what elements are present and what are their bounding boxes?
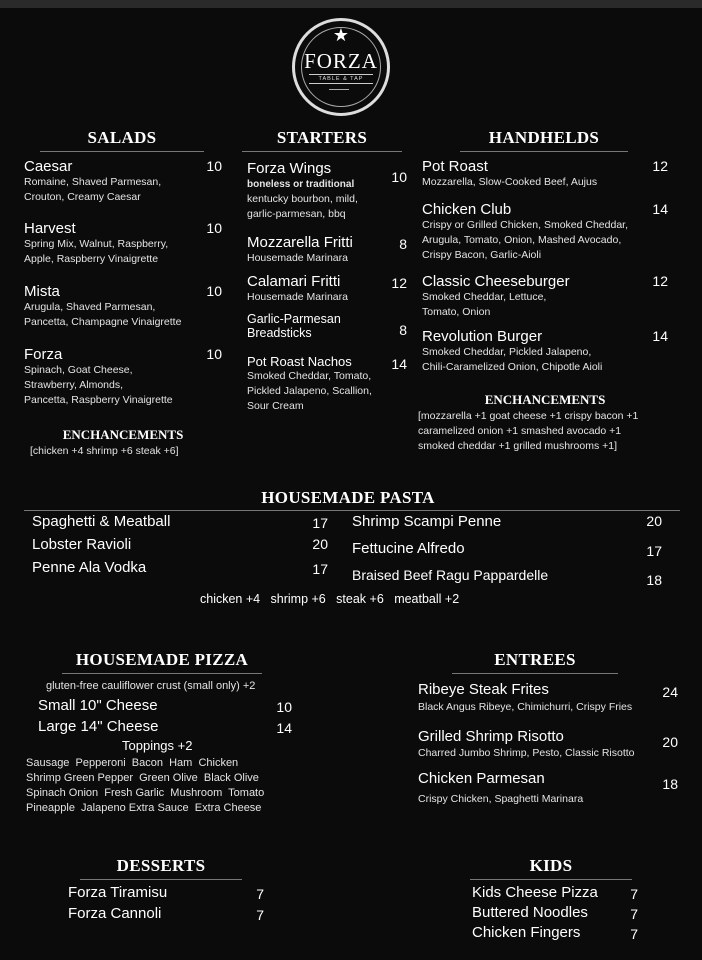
pizza-gluten-free-note: gluten-free cauliflower crust (small only) +2 <box>46 680 256 692</box>
item-price: 10 <box>206 158 222 174</box>
pasta-right-column <box>352 513 662 594</box>
item-price: 8 <box>399 236 407 252</box>
item-desc-line: Housemade Marinara <box>247 252 348 264</box>
item-price: 17 <box>646 543 662 559</box>
dessert-item <box>68 905 264 926</box>
menu-item <box>418 681 680 728</box>
dessert-item <box>68 884 264 905</box>
item-price: 8 <box>399 322 407 338</box>
item-name: Forza Wings <box>247 160 332 177</box>
pizza-items <box>38 697 292 739</box>
item-desc-line: Crouton, Creamy Caesar <box>24 191 141 203</box>
item-price: 10 <box>206 346 222 362</box>
item-name: Grilled Shrimp Risotto <box>418 728 564 745</box>
menu-item <box>422 273 668 328</box>
item-price: 7 <box>256 907 264 923</box>
salads-enhancements-text: [chicken +4 shrimp +6 steak +6] <box>30 445 179 457</box>
menu-item <box>422 328 668 378</box>
top-edge-bar <box>0 0 702 8</box>
item-price: 12 <box>652 273 668 289</box>
item-price: 14 <box>276 720 292 736</box>
item-price: 20 <box>646 513 662 529</box>
item-desc-line: kentucky bourbon, mild, <box>247 193 358 205</box>
item-name-line: Garlic-Parmesan <box>247 312 341 326</box>
item-price: 10 <box>206 220 222 236</box>
menu-item <box>422 201 668 273</box>
toppings-line: Shrimp Green Pepper Green Olive Black Olive <box>26 772 259 784</box>
item-desc-line: Apple, Raspberry Vinaigrette <box>24 253 159 265</box>
item-desc-line: Tomato, Onion <box>422 306 491 318</box>
item-desc: Crispy Chicken, Spaghetti Marinara <box>418 793 584 805</box>
item-name: Harvest <box>24 220 76 237</box>
item-name: Chicken Parmesan <box>418 770 545 787</box>
item-desc-line: Chili-Caramelized Onion, Chipotle Aioli <box>422 361 603 373</box>
item-price: 18 <box>646 572 662 588</box>
item-price: 10 <box>206 283 222 299</box>
item-name: Pot Roast Nachos <box>247 354 352 369</box>
item-name-line: Breadsticks <box>247 326 312 340</box>
item-name: Chicken Club <box>422 201 512 218</box>
menu-item <box>247 273 407 312</box>
item-desc-line: Arugula, Tomato, Onion, Mashed Avocado, <box>422 234 622 246</box>
handhelds-enhancements <box>418 409 688 454</box>
item-price: 24 <box>662 684 678 700</box>
menu-item <box>24 220 222 283</box>
pasta-item <box>352 540 662 567</box>
toppings-line: Pineapple Jalapeno Extra Sauce Extra Cheese <box>26 802 262 814</box>
pasta-item <box>32 536 328 559</box>
pasta-item <box>352 513 662 540</box>
entrees-section <box>418 681 680 814</box>
handhelds-heading: HANDHELDS <box>460 128 628 152</box>
item-name: Shrimp Scampi Penne <box>352 513 502 530</box>
item-name: Ribeye Steak Frites <box>418 681 549 698</box>
item-desc: Charred Jumbo Shrimp, Pesto, Classic Risotto <box>418 747 635 759</box>
forza-logo <box>292 18 390 116</box>
item-price: 14 <box>652 201 668 217</box>
item-desc-line: Spinach, Goat Cheese, <box>24 364 133 376</box>
salads-enhancements-heading: ENCHANCEMENTS <box>62 427 184 442</box>
desserts-section <box>68 884 264 926</box>
item-price: 7 <box>256 886 264 902</box>
pizza-toppings-label: Toppings +2 <box>122 738 193 753</box>
item-price: 18 <box>662 776 678 792</box>
item-desc-line: Crispy or Grilled Chicken, Smoked Cheddar, <box>422 219 629 231</box>
item-price: 17 <box>312 515 328 531</box>
item-name: Spaghetti & Meatball <box>32 513 171 530</box>
item-desc-line: Pancetta, Champagne Vinaigrette <box>24 316 182 328</box>
enhancement-line: [mozzarella +1 goat cheese +1 crispy bacon +1 <box>418 410 639 422</box>
pasta-left-column <box>32 513 328 582</box>
item-desc-line: Mozzarella, Slow-Cooked Beef, Aujus <box>422 176 598 188</box>
kids-item <box>472 904 638 924</box>
item-subtitle: boneless or traditional <box>247 179 355 190</box>
pasta-rule <box>24 510 680 511</box>
item-name: Forza Cannoli <box>68 905 162 922</box>
item-price: 14 <box>391 356 407 372</box>
item-name: Revolution Burger <box>422 328 543 345</box>
item-price: 20 <box>662 734 678 750</box>
item-name: Lobster Ravioli <box>32 536 132 553</box>
logo-tagline: TABLE & TAP <box>309 74 373 84</box>
item-price: 7 <box>630 926 638 942</box>
item-name: Mozzarella Fritti <box>247 234 353 251</box>
item-name: Large 14" Cheese <box>38 718 159 735</box>
pasta-item <box>352 567 662 594</box>
handhelds-enhancements-heading: ENCHANCEMENTS <box>484 392 606 407</box>
item-desc-line: Smoked Cheddar, Tomato, <box>247 370 372 382</box>
item-price: 12 <box>391 275 407 291</box>
menu-item <box>247 234 407 273</box>
item-name: Forza <box>24 346 63 363</box>
item-desc-line: Arugula, Shaved Parmesan, <box>24 301 156 313</box>
item-desc-line: Housemade Marinara <box>247 291 348 303</box>
star-icon: ★ <box>332 25 350 45</box>
item-price: 12 <box>652 158 668 174</box>
item-desc-line: Smoked Cheddar, Lettuce, <box>422 291 547 303</box>
menu-item <box>247 312 407 354</box>
item-price: 10 <box>276 699 292 715</box>
item-price: 20 <box>312 536 328 552</box>
item-name: Forza Tiramisu <box>68 884 168 901</box>
pasta-heading: HOUSEMADE PASTA <box>261 488 435 507</box>
item-desc-line: Pancetta, Raspberry Vinaigrette <box>24 394 173 406</box>
item-name: Fettucine Alfredo <box>352 540 465 557</box>
menu-item <box>247 160 407 234</box>
enhancement-line: caramelized onion +1 smashed avocado +1 <box>418 425 622 437</box>
item-price: 10 <box>391 169 407 185</box>
salads-section <box>24 158 222 418</box>
item-name: Small 10" Cheese <box>38 697 158 714</box>
pizza-toppings-list <box>26 756 326 816</box>
item-price: 7 <box>630 906 638 922</box>
menu-item <box>24 283 222 346</box>
item-price: 17 <box>312 561 328 577</box>
kids-section <box>472 884 638 944</box>
item-desc-line: Spring Mix, Walnut, Raspberry, <box>24 238 169 250</box>
menu-item <box>247 354 407 424</box>
item-desc-line: Romaine, Shaved Parmesan, <box>24 176 162 188</box>
kids-heading: KIDS <box>470 856 632 880</box>
logo-wordmark: FORZA <box>304 49 378 73</box>
kids-item <box>472 924 638 944</box>
item-name: Classic Cheeseburger <box>422 273 570 290</box>
handhelds-section <box>422 158 668 378</box>
kids-item <box>472 884 638 904</box>
menu-item <box>418 770 680 814</box>
menu-item <box>24 346 222 418</box>
item-name: Braised Beef Ragu Pappardelle <box>352 567 549 583</box>
item-desc-line: Smoked Cheddar, Pickled Jalapeno, <box>422 346 592 358</box>
item-name: Chicken Fingers <box>472 924 581 941</box>
toppings-line: Sausage Pepperoni Bacon Ham Chicken <box>26 757 239 769</box>
pizza-heading: HOUSEMADE PIZZA <box>62 650 262 674</box>
pasta-item <box>32 513 328 536</box>
item-name: Buttered Noodles <box>472 904 588 921</box>
item-desc-line: Pickled Jalapeno, Scallion, <box>247 385 372 397</box>
item-desc-line: Crispy Bacon, Garlic-Aioli <box>422 249 542 261</box>
item-name: Kids Cheese Pizza <box>472 884 598 901</box>
desserts-heading: DESSERTS <box>80 856 242 880</box>
pizza-item <box>38 697 292 718</box>
pasta-item <box>32 559 328 582</box>
pasta-addons: chicken +4 shrimp +6 steak +6 meatball +2 <box>200 592 460 606</box>
starters-heading: STARTERS <box>242 128 402 152</box>
enhancement-line: smoked cheddar +1 grilled mushrooms +1] <box>418 440 618 452</box>
item-name: Caesar <box>24 158 73 175</box>
pizza-item <box>38 718 292 739</box>
starters-section <box>247 160 407 424</box>
item-desc-line: garlic-parmesan, bbq <box>247 208 346 220</box>
item-name: Calamari Fritti <box>247 273 341 290</box>
item-price: 14 <box>652 328 668 344</box>
item-desc: Black Angus Ribeye, Chimichurri, Crispy Fries <box>418 701 633 713</box>
menu-item <box>418 728 680 770</box>
item-desc-line: Sour Cream <box>247 400 304 412</box>
item-name: Pot Roast <box>422 158 488 175</box>
logo-divider <box>329 89 349 90</box>
item-name: Penne Ala Vodka <box>32 559 147 576</box>
salads-heading: SALADS <box>40 128 204 152</box>
item-desc-line: Strawberry, Almonds, <box>24 379 124 391</box>
item-price: 7 <box>630 886 638 902</box>
menu-item <box>24 158 222 220</box>
item-name: Mista <box>24 283 60 300</box>
menu-item <box>422 158 668 201</box>
toppings-line: Spinach Onion Fresh Garlic Mushroom Tomato <box>26 787 265 799</box>
entrees-heading: ENTREES <box>452 650 618 674</box>
